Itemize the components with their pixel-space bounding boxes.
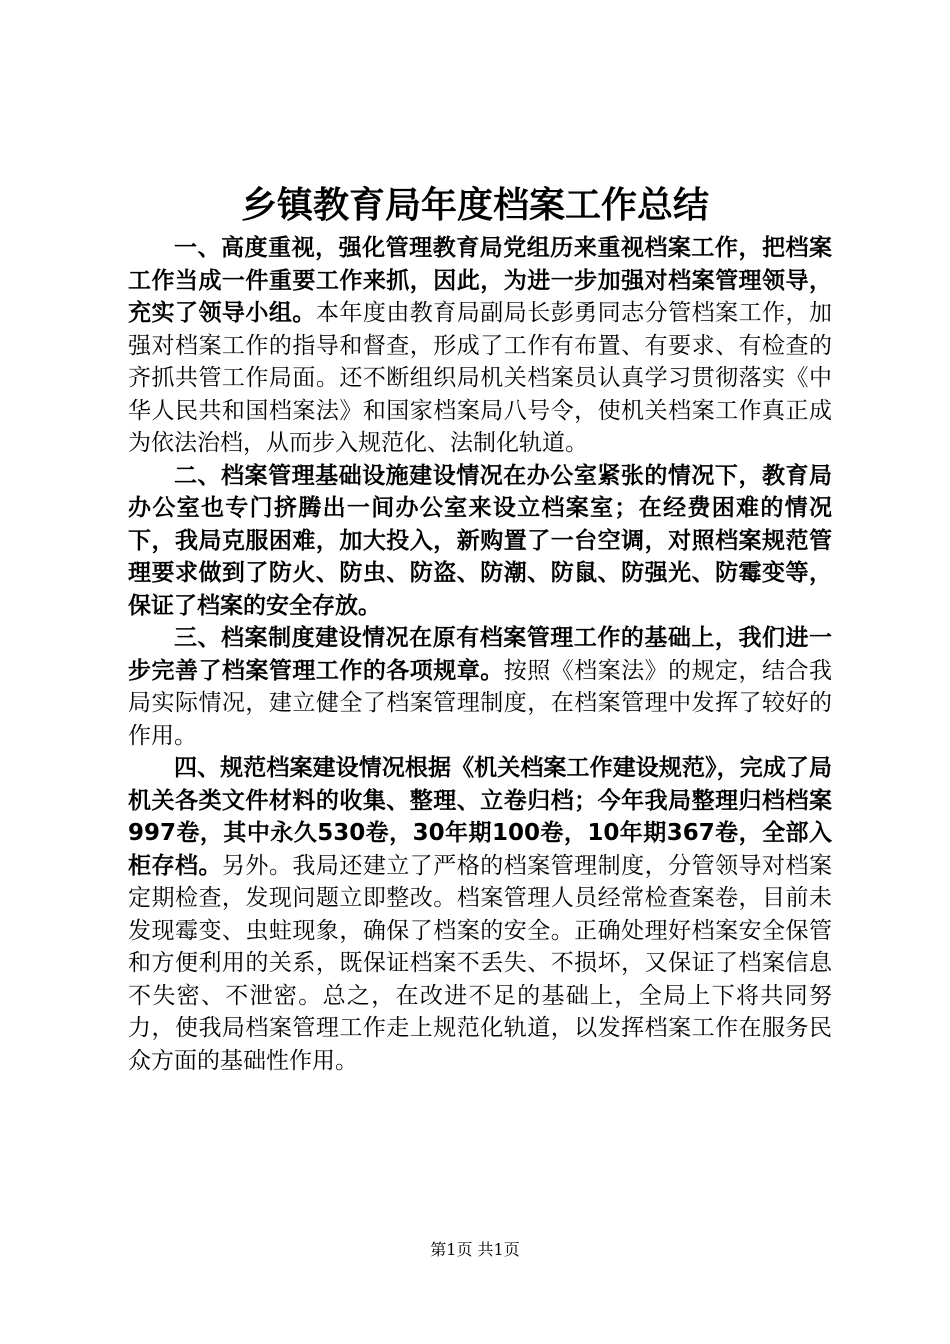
paragraph-1 (128, 232, 832, 460)
document-body (128, 232, 832, 1077)
page-title: 乡镇教育局年度档案工作总结 (240, 185, 709, 226)
paragraph-3 (128, 622, 832, 752)
paragraph-2-lead: 二、档案管理基础设施建设情况在办公室紧张的情况下，教育局办公室也专门挤腾出一间办公室来设立档案室；在经费困难的情况下，我局克服困难，加大投入，新购置了一台空调，对照档案规范管理要求做到了防火、防虫、防盗、防潮、防鼠、防强光、防霉变等，保证了档案的安全存放。 (128, 462, 832, 619)
paragraph-4-rest: 另外。我局还建立了严格的档案管理制度，分管领导对档案定期检查，发现问题立即整改。档案管理人员经常检查案卷，目前未发现霉变、虫蛀现象，确保了档案的安全。正确处理好档案安全保管和方便利用的关系，既保证档案不丢失、不损坏，又保证了档案信息不失密、不泄密。总之，在改进不足的基础上，全局上下将共同努力，使我局档案管理工作走上规范化轨道，以发挥档案工作在服务民众方面的基础性作用。 (128, 852, 833, 1074)
paragraph-4-lead: 四、规范档案建设情况根据《机关档案工作建设规范》，完成了局机关各类文件材料的收集、整理、立卷归档；今年我局整理归档档案997卷，其中永久530卷，30年期100卷，10年期367卷，全部入柜存档。 (128, 755, 832, 879)
paragraph-3-rest: 按照《档案法》的规定，结合我局实际情况，建立健全了档案管理制度，在档案管理中发挥了较好的作用。 (128, 657, 833, 749)
paragraph-1-rest: 本年度由教育局副局长彭勇同志分管档案工作，加强对档案工作的指导和督查，形成了工作有布置、有要求、有检查的齐抓共管工作局面。还不断组织局机关档案员认真学习贯彻落实《中华人民共和国档案法》和国家档案局八号令，使机关档案工作真正成为依法治档，从而步入规范化、法制化轨道。 (128, 300, 833, 456)
page-footer: 第1页 共1页 (430, 1240, 520, 1259)
paragraph-1-lead: 一、高度重视，强化管理教育局党组历来重视档案工作，把档案工作当成一件重要工作来抓，因此，为进一步加强对档案管理领导，充实了领导小组。 (128, 235, 832, 326)
paragraph-3-lead: 三、档案制度建设情况在原有档案管理工作的基础上，我们进一步完善了档案管理工作的各项规章。 (128, 625, 832, 684)
paragraph-4 (128, 752, 832, 1077)
paragraph-2 (128, 460, 832, 623)
